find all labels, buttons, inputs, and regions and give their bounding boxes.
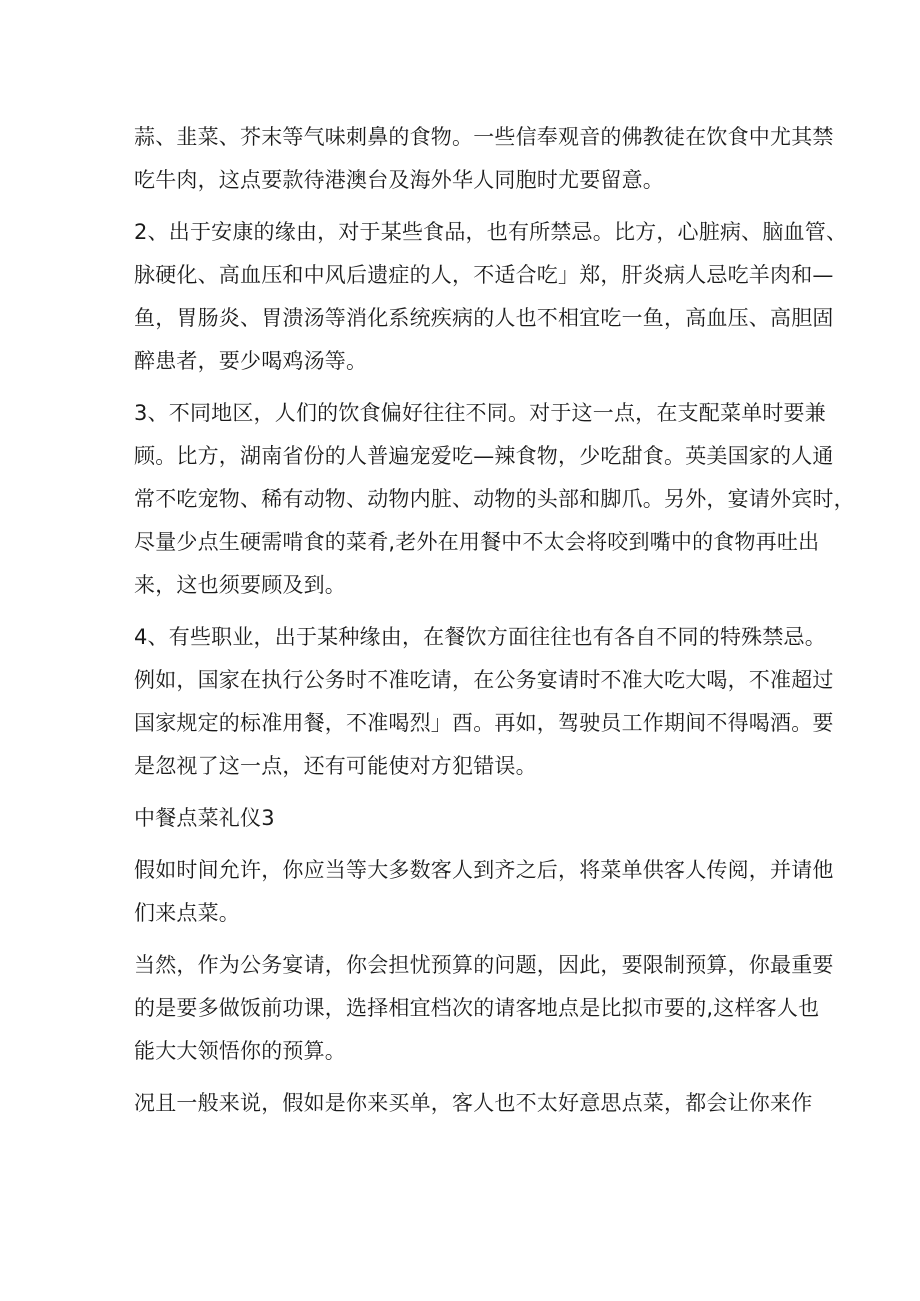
text-line: 例如，国家在执行公务时不准吃请，在公务宴请时不准大吃大喝，不准超过 [134, 668, 834, 692]
text-line: 顾。比方，湖南省份的人普遍宠爱吃—辣食物，少吃甜食。英美国家的人通 [134, 444, 834, 468]
paragraph [134, 616, 834, 788]
text-line: 鱼，胃肠炎、胃溃汤等消化系统疾病的人也不相宜吃一鱼，高血压、高胆固 [134, 306, 834, 330]
text-line: 来，这也须要顾及到。 [134, 573, 346, 597]
text-line: 2、出于安康的缘由，对于某些食品，也有所禁忌。比方，心脏病、脑血管、 [134, 220, 848, 244]
paragraph [134, 849, 834, 935]
paragraph [134, 116, 834, 202]
heading-text: 中餐点菜礼仪3 [134, 806, 275, 830]
text-line: 是忽视了这一点，还有可能使对方犯错误。 [134, 754, 537, 778]
text-line: 们来点菜。 [134, 901, 240, 925]
paragraph [134, 211, 848, 383]
text-line: 3、不同地区，人们的饮食偏好往往不同。对于这一点，在支配菜单时要兼 [134, 401, 826, 425]
text-line: 脉硬化、高血压和中风后遗症的人，不适合吃」郑，肝炎病人忌吃羊肉和— [134, 263, 834, 287]
text-line: 的是要多做饭前功课，选择相宜档次的请客地点是比拟市要的,这样客人也 [134, 996, 820, 1020]
text-line: 假如时间允许，你应当等大多数客人到齐之后，将菜单供客人传阅，并请他 [134, 858, 834, 882]
text-line: 4、有些职业，出于某种缘由，在餐饮方面往往也有各自不同的特殊禁忌。 [134, 625, 826, 649]
paragraph [134, 1082, 813, 1125]
section-heading [134, 797, 794, 840]
text-line: 国家规定的标准用餐，不准喝烈」酉。再如，驾驶员工作期间不得喝酒。要 [134, 711, 834, 735]
text-line: 能大大领悟你的预算。 [134, 1039, 346, 1063]
text-line: 醉患者，要少喝鸡汤等。 [134, 349, 368, 373]
paragraph [134, 944, 834, 1073]
text-line: 况且一般来说，假如是你来买单，客人也不太好意思点菜，都会让你来作 [134, 1091, 813, 1115]
paragraph [134, 392, 855, 607]
text-line: 蒜、韭菜、芥末等气味刺鼻的食物。一些信奉观音的佛教徒在饮食中尤其禁 [134, 125, 834, 149]
text-line: 尽量少点生硬需啃食的菜肴,老外在用餐中不太会将咬到嘴中的食物再吐出 [134, 530, 820, 554]
body-text [134, 116, 855, 1125]
text-line: 常不吃宠物、稀有动物、动物内脏、动物的头部和脚爪。另外，宴请外宾时， [134, 487, 855, 511]
text-line: 吃牛肉，这点要款待港澳台及海外华人同胞时尤要留意。 [134, 168, 664, 192]
text-line: 当然，作为公务宴请，你会担忧预算的问题，因此，要限制预算，你最重要 [134, 953, 834, 977]
